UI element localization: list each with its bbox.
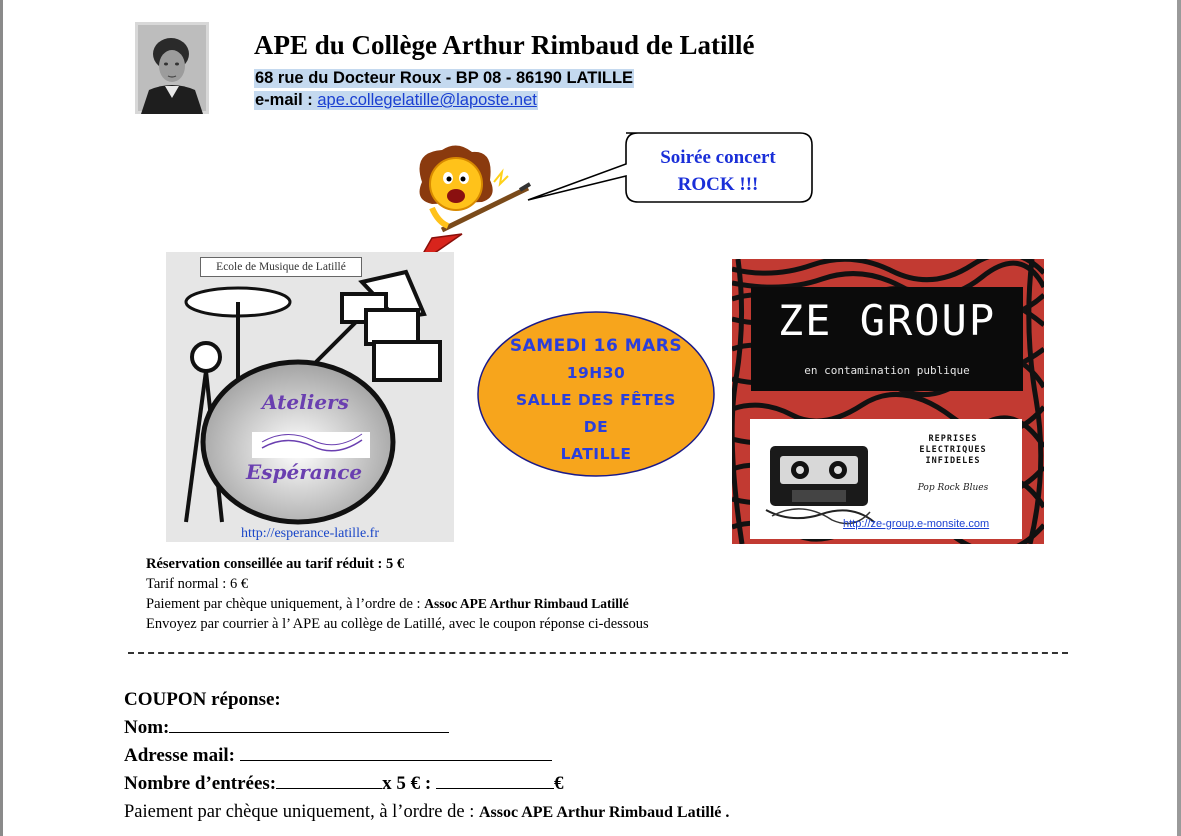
rep-line-1: REPRISES [928,434,978,444]
email-link[interactable]: ape.collegelatille@laposte.net [317,91,537,109]
name-row [124,714,729,742]
entries-blank[interactable] [276,770,382,789]
mail-instructions-line: Envoyez par courrier à l’ APE au collège de Latillé, avec le coupon réponse ci-dessous [146,615,649,632]
bubble-line-1: Soirée concert [660,147,776,168]
reduced-price-line: Réservation conseillée au tarif réduit : 5 € [146,556,405,572]
cut-line-divider [128,652,1068,654]
ze-group-link[interactable]: http://ze-group.e-monsite.com [843,518,990,530]
rep-line-2: ELECTRIQUES [919,445,987,455]
email-label: e-mail : [255,91,318,109]
coupon-form [124,686,729,827]
event-time: 19H30 [566,364,626,382]
event-details [476,333,716,468]
name-label: Nom: [124,717,170,738]
normal-price-line: Tarif normal : 6 € [146,575,249,592]
coupon-payment-row [124,798,729,827]
times-label: x 5 € : [382,773,436,794]
ze-group-subtitle: en contamination publique [804,364,970,377]
bubble-line-2: ROCK !!! [677,174,759,195]
payment-prefix: Paiement par chèque uniquement, à l’ordre de : [146,596,425,612]
entries-label: Nombre d’entrées: [124,773,277,794]
rep-line-3: INFIDELES [925,456,981,466]
payment-payee: Assoc APE Arthur Rimbaud Latillé [424,596,629,611]
music-school-label: Ecole de Musique de Latillé [200,257,362,277]
euro-sign: € [553,773,564,794]
reservation-info [146,555,649,634]
event-place-3: LATILLE [560,445,632,463]
email-line [254,91,538,110]
mail-label: Adresse mail: [124,745,240,766]
rocker-smiley-illustration [402,142,532,270]
page-scrollbar-edge [1177,0,1181,836]
cassette-icon [762,440,877,525]
ze-group-reprises [893,434,1013,467]
esperance-link[interactable]: http://esperance-latille.fr [241,526,379,541]
name-blank[interactable] [169,714,449,733]
entries-row [124,770,729,798]
event-date: SAMEDI 16 MARS [509,336,683,356]
coupon-payment-prefix: Paiement par chèque uniquement, à l’ordre de : [124,802,479,822]
event-place-2: DE [583,418,609,436]
rimbaud-portrait-image [135,22,209,114]
ze-group-title: ZE GROUP [777,296,997,345]
ateliers-text: Ateliers [262,390,349,414]
event-place-1: SALLE DES FÊTES [516,391,676,409]
coupon-payment-payee: Assoc APE Arthur Rimbaud Latillé . [478,804,730,821]
ze-group-genres: Pop Rock Blues [917,483,989,493]
mail-blank[interactable] [240,742,552,761]
page-title: APE du Collège Arthur Rimbaud de Latillé [254,30,755,60]
coupon-title: COUPON réponse: [124,689,281,710]
speech-bubble-text [626,144,810,198]
mail-row [124,742,729,770]
total-blank[interactable] [436,770,554,789]
page-left-edge [0,0,3,836]
esperance-text: Espérance [246,460,363,484]
payment-line [146,594,649,615]
address-line: 68 rue du Docteur Roux - BP 08 - 86190 LATILLE [255,69,634,87]
